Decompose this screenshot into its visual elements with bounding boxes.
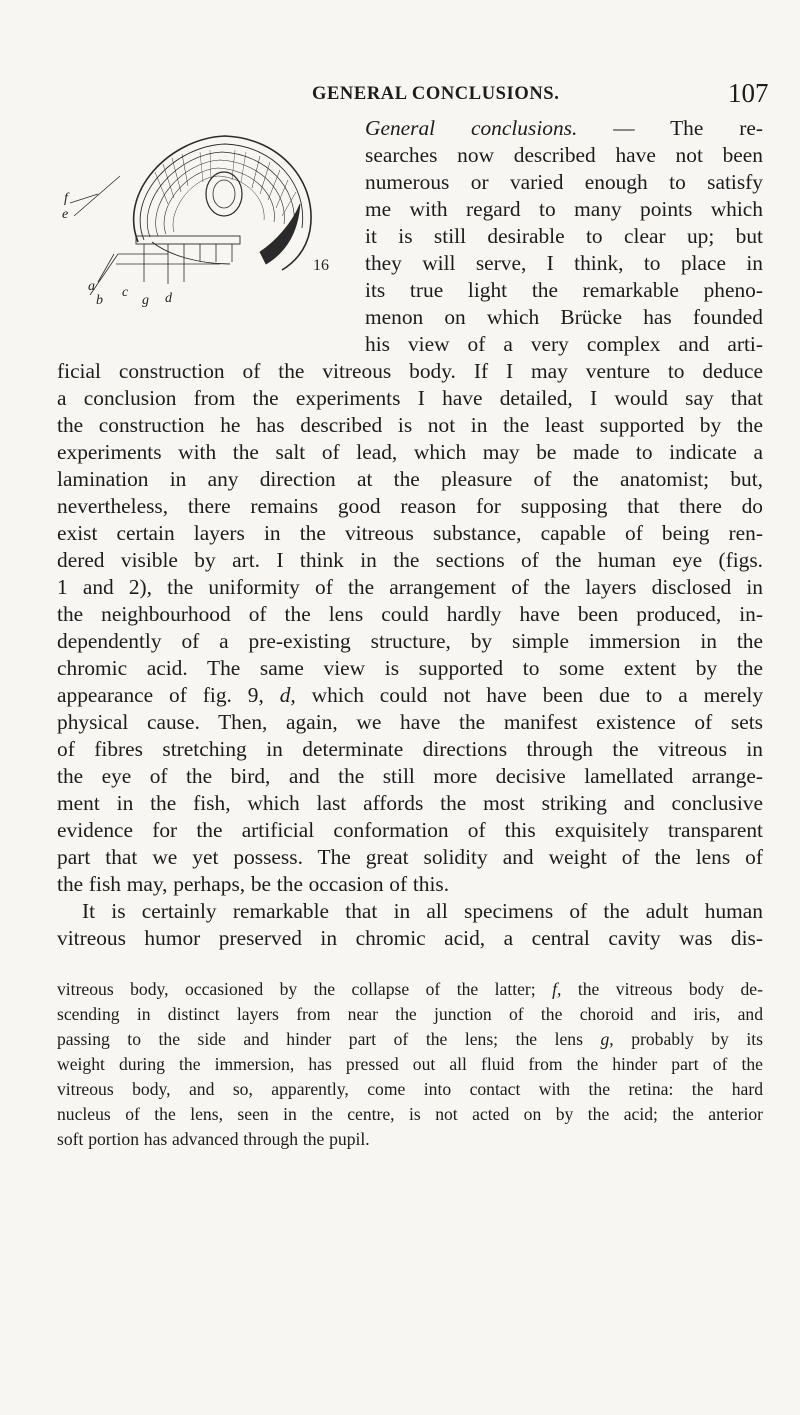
text-line: exist certain layers in the vitreous substance, capable of being ren-: [57, 521, 763, 545]
footnote-line: vitreous body, occasioned by the collapse of the latter; f, the vitreous body de-: [57, 979, 763, 999]
label-e: e: [62, 207, 69, 222]
footnote-line: weight during the immersion, has pressed out all fluid from the hinder part of the: [57, 1054, 763, 1074]
text-line: lamination in any direction at the pleasure of the anatomist; but,: [57, 467, 763, 491]
footnote-line: scending in distinct layers from near the junction of the choroid and iris, and: [57, 1004, 763, 1024]
label-f: f: [64, 191, 68, 206]
figure-16-eye-section: [60, 112, 345, 310]
text-line: the construction he has described is not in the least supported by the: [57, 413, 763, 437]
text-line: they will serve, I think, to place in: [365, 251, 763, 275]
text-line: numerous or varied enough to satisfy: [365, 170, 763, 194]
text-line: me with regard to many points which: [365, 197, 763, 221]
label-b: b: [96, 293, 103, 308]
footnote-line: vitreous body, and so, apparently, come into contact with the retina: the hard: [57, 1079, 763, 1099]
figure-number: 16: [313, 257, 329, 274]
text-line: evidence for the artificial conformation of this exquisitely transparent: [57, 818, 763, 842]
label-a: a: [88, 279, 95, 294]
text-line: part that we yet possess. The great solidity and weight of the lens of: [57, 845, 763, 869]
text-line: a conclusion from the experiments I have detailed, I would say that: [57, 386, 763, 410]
text-line: menon on which Brücke has founded: [365, 305, 763, 329]
text-line: the eye of the bird, and the still more decisive lamellated arrange-: [57, 764, 763, 788]
footnote-line: soft portion has advanced through the pupil.: [57, 1129, 370, 1149]
text-line: ment in the fish, which last affords the most striking and conclusive: [57, 791, 763, 815]
text-line: it is still desirable to clear up; but: [365, 224, 763, 248]
text-line: 1 and 2), the uniformity of the arrangement of the layers disclosed in: [57, 575, 763, 599]
text-line: appearance of fig. 9, d, which could not have been due to a merely: [57, 683, 764, 707]
text-line: General conclusions. — The re-: [365, 116, 763, 140]
running-head: GENERAL CONCLUSIONS.: [312, 84, 560, 104]
label-c: c: [122, 285, 129, 300]
footnote-line: nucleus of the lens, seen in the centre, is not acted on by the acid; the anterior: [57, 1104, 763, 1124]
eye-section-illustration: [60, 112, 345, 310]
text-line: the fish may, perhaps, be the occasion of this.: [57, 872, 450, 896]
label-d: d: [165, 291, 172, 306]
text-line: the neighbourhood of the lens could hardly have been produced, in-: [57, 602, 763, 626]
text-line: its true light the remarkable pheno-: [365, 278, 763, 302]
text-line: experiments with the salt of lead, which may be made to indicate a: [57, 440, 763, 464]
text-line: his view of a very complex and arti-: [365, 332, 763, 356]
text-line: vitreous humor preserved in chromic acid, a central cavity was dis-: [57, 926, 763, 950]
footnote-line: passing to the side and hinder part of the lens; the lens g, probably by its: [57, 1029, 763, 1049]
text-line: It is certainly remarkable that in all specimens of the adult human: [82, 899, 763, 923]
text-line: searches now described have not been: [365, 143, 763, 167]
label-g: g: [142, 293, 149, 308]
text-line: of fibres stretching in determinate directions through the vitreous in: [57, 737, 763, 761]
text-line: chromic acid. The same view is supported to some extent by the: [57, 656, 763, 680]
text-line: nevertheless, there remains good reason for supposing that there do: [57, 494, 763, 518]
page-number: 107: [728, 78, 769, 108]
text-line: ficial construction of the vitreous body. If I may venture to deduce: [57, 359, 763, 383]
text-line: dependently of a pre-existing structure, by simple immersion in the: [57, 629, 763, 653]
text-line: physical cause. Then, again, we have the manifest existence of sets: [57, 710, 763, 734]
text-line: dered visible by art. I think in the sections of the human eye (figs.: [57, 548, 763, 572]
